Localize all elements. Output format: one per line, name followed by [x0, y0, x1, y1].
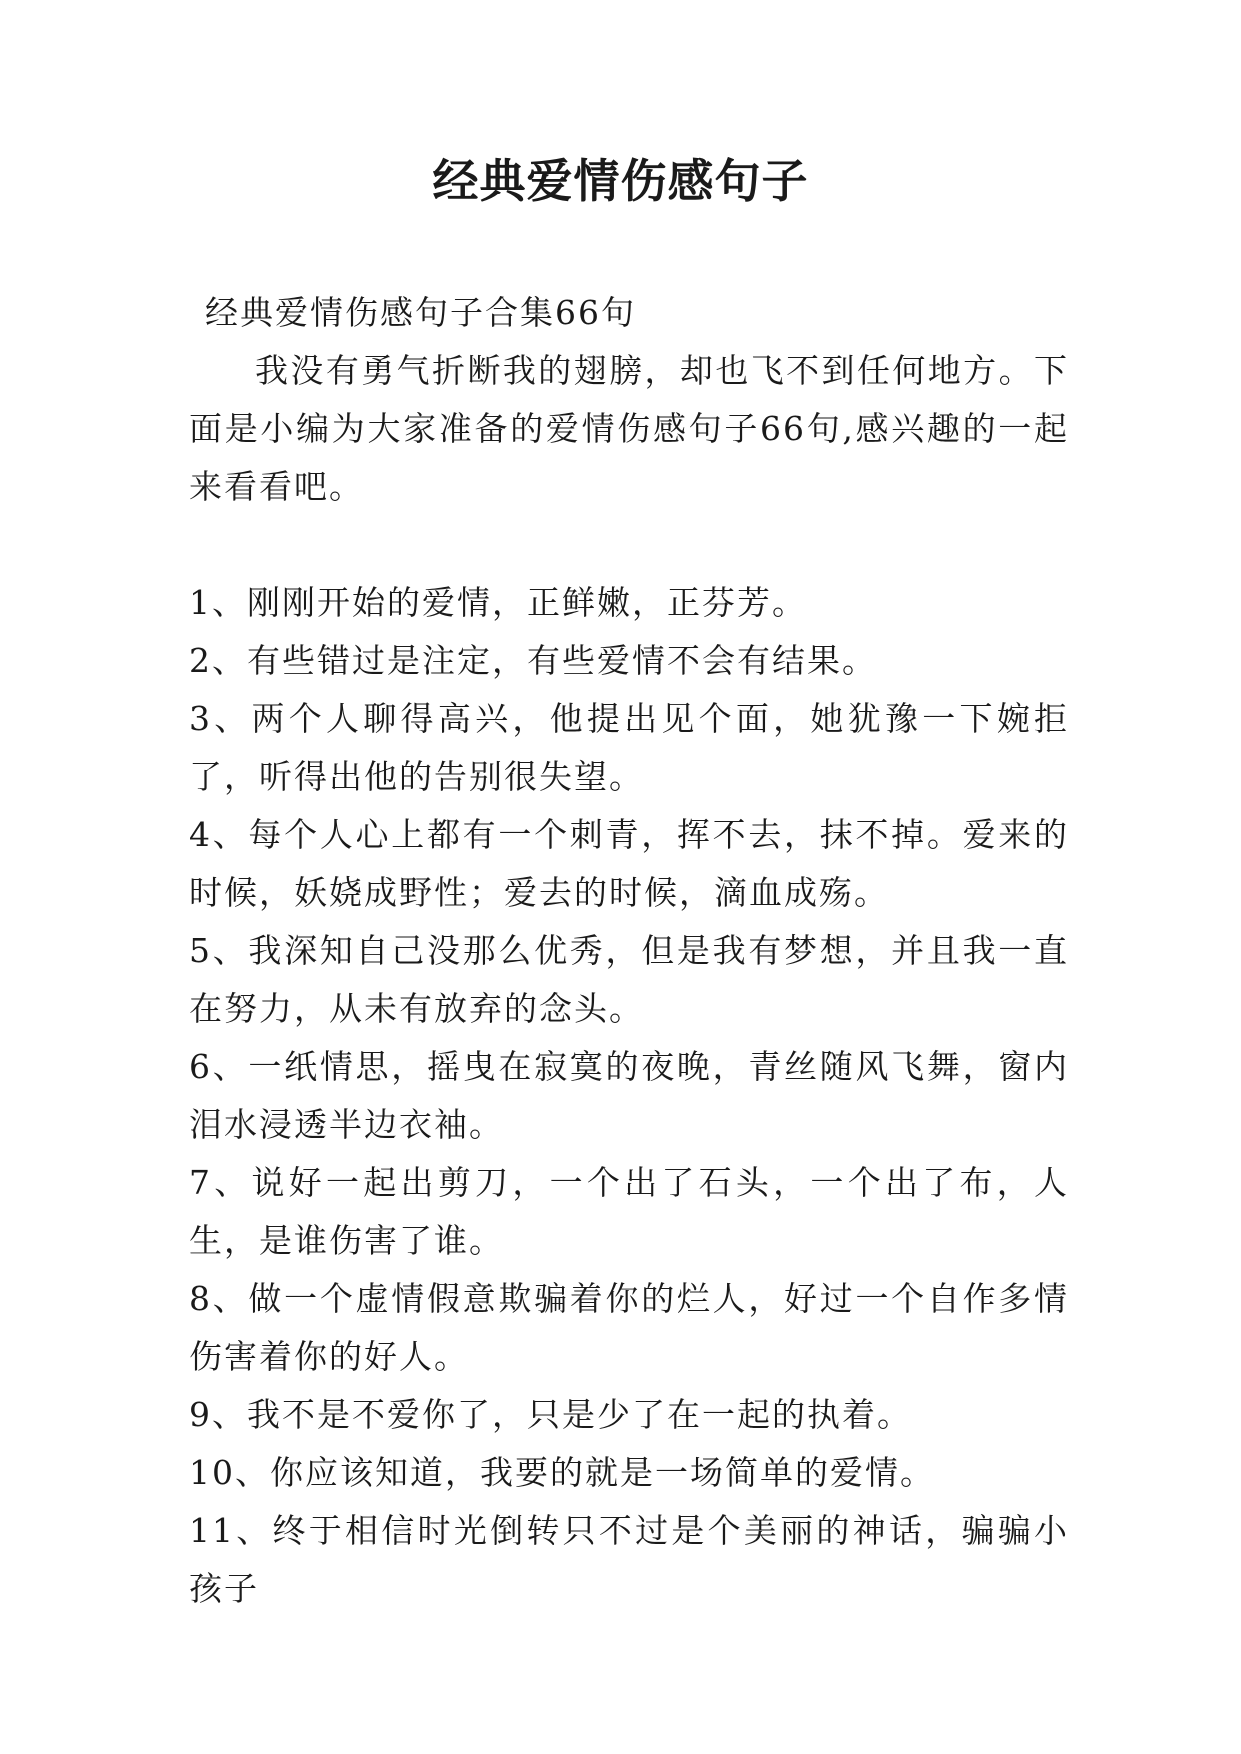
list-item: 5、我深知自己没那么优秀，但是我有梦想，并且我一直在努力，从未有放弃的念头。 — [189, 931, 1069, 1028]
list-item: 11、终于相信时光倒转只不过是个美丽的神话，骗骗小孩子 — [189, 1511, 1069, 1608]
list-item: 1、刚刚开始的爱情，正鲜嫩，正芬芳。 — [189, 583, 807, 622]
sentence-list — [189, 574, 1069, 1618]
list-item: 7、说好一起出剪刀，一个出了石头，一个出了布，人生，是谁伤害了谁。 — [189, 1163, 1069, 1260]
list-item: 8、做一个虚情假意欺骗着你的烂人，好过一个自作多情伤害着你的好人。 — [189, 1279, 1069, 1376]
list-item: 10、你应该知道，我要的就是一场简单的爱情。 — [189, 1453, 935, 1492]
document-body — [189, 284, 1069, 1618]
list-item: 3、两个人聊得高兴，他提出见个面，她犹豫一下婉拒了，听得出他的告别很失望。 — [189, 699, 1069, 796]
document-title: 经典爱情伤感句子 — [432, 154, 809, 208]
document-subtitle: 经典爱情伤感句子合集66句 — [205, 293, 636, 332]
list-item: 6、一纸情思，摇曳在寂寞的夜晚，青丝随风飞舞，窗内泪水浸透半边衣袖。 — [189, 1047, 1069, 1144]
intro-paragraph: 我没有勇气折断我的翅膀，却也飞不到任何地方。下面是小编为大家准备的爱情伤感句子66句,感兴趣的一起来看看吧。 — [189, 351, 1069, 506]
list-item: 4、每个人心上都有一个刺青，挥不去，抹不掉。爱来的时候，妖娆成野性；爱去的时候，滴血成殇。 — [189, 815, 1069, 912]
list-item: 9、我不是不爱你了，只是少了在一起的执着。 — [189, 1395, 912, 1434]
list-item: 2、有些错过是注定，有些爱情不会有结果。 — [189, 641, 877, 680]
paragraph-spacer — [189, 516, 1069, 574]
